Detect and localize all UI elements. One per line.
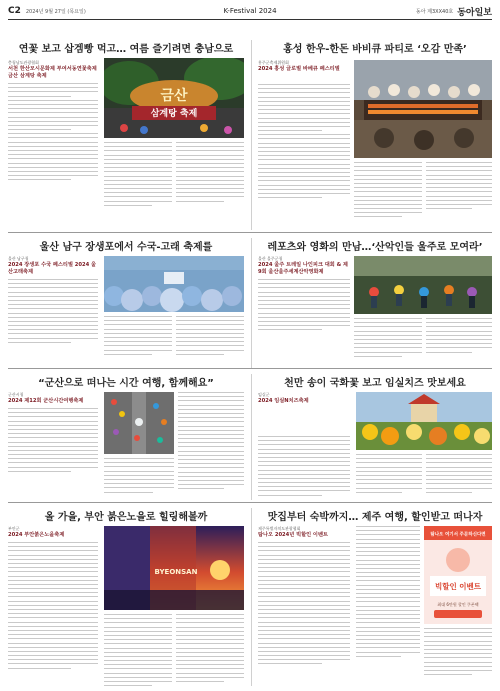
article-chungnam-col3 <box>176 142 244 226</box>
article-gunsan <box>8 392 98 500</box>
header-right <box>416 5 492 18</box>
street-parade-photo <box>104 392 174 454</box>
column-divider <box>251 374 252 500</box>
article-gunsan-col3 <box>178 392 244 500</box>
newspaper-logo: 동아일보 <box>457 7 492 18</box>
svg-text:삼계탕 축제: 삼계탕 축제 <box>150 109 198 119</box>
section-rule <box>8 502 492 503</box>
tamnao-ad <box>424 526 492 624</box>
article-title: 2024 장생포 수국 페스티벌 2024 울산고래축제 <box>8 262 97 275</box>
hydrangea-photo <box>104 256 244 312</box>
article-body <box>8 542 98 669</box>
article-tag: 부안군 <box>8 526 20 531</box>
article-imsil-col2 <box>356 454 422 500</box>
article-buan-col3 <box>176 614 244 686</box>
article-jeju-col2 <box>356 526 420 686</box>
ad-top-text: 탐나오 여기서 주문하신다면 <box>430 532 486 538</box>
article-title: 서천 한산모시문화제 부여서동연꽃축제 금산 삼계탕 축제 <box>8 66 97 79</box>
article-chungnam <box>8 60 98 225</box>
article-chungnam-col2 <box>104 142 172 226</box>
article-tag: 울산 울주군청 <box>258 256 283 261</box>
headline-ulju: 레포츠와 영화의 만남…‘산악인들 울주로 모여라’ <box>267 242 483 253</box>
article-title: 2024 임실N치즈축제 <box>258 398 309 404</box>
svg-text:금산: 금산 <box>160 88 188 104</box>
trail-race-photo <box>354 256 492 314</box>
article-tag: 충청남도관광협회 <box>8 60 39 65</box>
article-body <box>8 408 98 472</box>
article-title: 2024 울주 트레일 나인피크 대회 & 제9회 울산울주세계산악영화제 <box>258 262 348 275</box>
headline-ulsan-namgu: 울산 남구 장생포에서 수국-고래 축제를 <box>39 242 213 253</box>
article-tag: 홍주군축제위원회 <box>258 60 289 65</box>
headline-jeju: 맛집부터 숙박까지… 제주 여행, 할인받고 떠나자 <box>267 512 483 523</box>
headline-gunsan: “군산으로 떠나는 시간 여행, 함께해요” <box>38 378 214 389</box>
column-divider <box>251 238 252 368</box>
article-jeju <box>258 526 350 686</box>
article-ulsan-col2 <box>104 316 172 368</box>
article-tag: 임실군 <box>258 392 270 397</box>
column-divider <box>251 40 252 230</box>
barbecue-photo <box>354 60 492 158</box>
article-buan <box>8 526 98 686</box>
article-body <box>8 83 98 180</box>
sunset-photo <box>104 526 244 610</box>
column-divider <box>251 508 252 686</box>
article-hongseong-col2 <box>354 162 422 230</box>
section-rule <box>8 368 492 369</box>
section-rule <box>8 232 492 233</box>
article-title: 탐나오 2024년 빅할인 이벤트 <box>258 532 328 538</box>
article-title: 2024 부안붉은노을축제 <box>8 532 65 538</box>
page-number: C2 <box>8 6 21 16</box>
article-ulju-col3 <box>426 318 492 368</box>
article-hongseong-body <box>258 84 350 229</box>
article-body <box>8 279 98 343</box>
article-body <box>258 279 350 330</box>
article-gunsan-col2 <box>104 458 174 500</box>
chrysanthemum-photo <box>356 392 492 450</box>
headline-chungnam: 연꽃 보고 삽겜빵 먹고… 여름 즐기려면 충남으로 <box>18 44 234 55</box>
article-buan-col2 <box>104 614 172 686</box>
page-header <box>8 4 492 18</box>
header-rule <box>8 19 492 20</box>
article-ulju-col2 <box>354 318 422 368</box>
article-jeju-col3 <box>424 628 492 686</box>
article-tag: 군산시청 <box>8 392 24 397</box>
headline-hongseong: 홍성 한우-한돈 바비큐 파티로 ‘오감 만족’ <box>283 44 467 55</box>
article-tag: 제주특별자치도관광협회 <box>258 526 301 531</box>
section-title: K-Festival 2024 <box>223 7 277 15</box>
headline-buan: 올 가을, 부안 붉은노을로 힐링해볼까 <box>44 512 208 523</box>
article-ulju <box>258 256 350 368</box>
article-ulsan-col3 <box>176 316 244 368</box>
ad-sub-text: 최대 6만원 할인 쿠폰팩 <box>437 602 479 607</box>
issue-date: 2024년 9월 27일 (목요일) <box>25 8 86 15</box>
article-title: 2024 홍성 글로벌 바베큐 페스티벌 <box>258 66 340 72</box>
article-body <box>258 542 350 664</box>
article-imsil <box>258 392 350 432</box>
headline-imsil: 천만 송이 국화꽃 보고 임실치즈 맛보세요 <box>284 378 466 389</box>
article-imsil-body <box>258 436 350 500</box>
edition-number: 동아 제3XX40호 <box>415 8 454 15</box>
article-hongseong-col3 <box>426 162 492 230</box>
article-tag: 울산 남구청 <box>8 256 29 261</box>
svg-text:BYEONSAN: BYEONSAN <box>154 568 198 576</box>
article-ulsan-namgu <box>8 256 98 368</box>
article-imsil-col3 <box>426 454 492 500</box>
festival-photo <box>104 58 244 138</box>
ad-main-text: 빅할인 이벤트 <box>434 582 482 591</box>
article-title: 2024 제12회 군산시간여행축제 <box>8 398 84 404</box>
